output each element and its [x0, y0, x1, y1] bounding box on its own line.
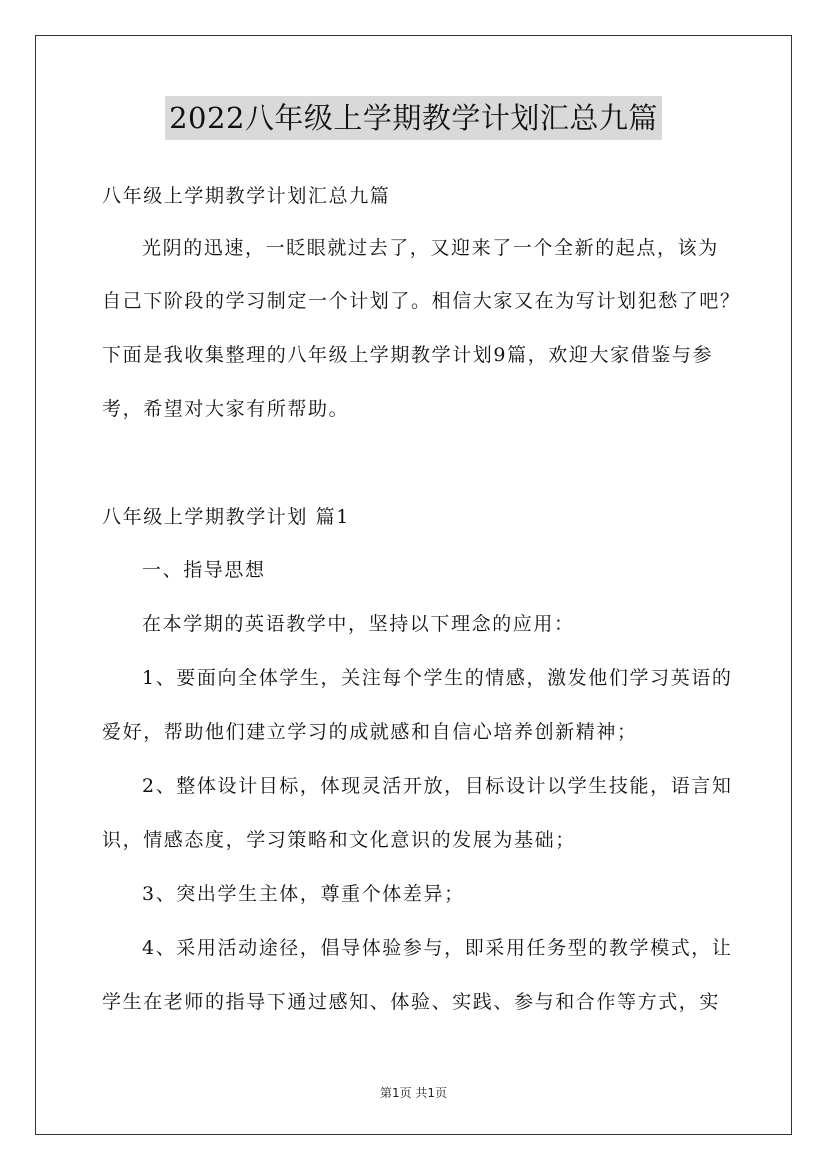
- document-title: 2022八年级上学期教学计划汇总九篇: [165, 96, 662, 140]
- paragraph-line: 自己下阶段的学习制定一个计划了。相信大家又在为写计划犯愁了吧？: [102, 290, 741, 312]
- section-heading: 八年级上学期教学计划 篇1: [102, 506, 350, 528]
- paragraph-line: 识，情感态度，学习策略和文化意识的发展为基础；: [102, 829, 576, 851]
- paragraph-line: 学生在老师的指导下通过感知、体验、实践、参与和合作等方式，实: [102, 991, 721, 1013]
- paragraph-line: 3、突出学生主体，尊重个体差异；: [142, 883, 465, 905]
- paragraph-line: 2、整体设计目标，体现灵活开放，目标设计以学生技能，语言知: [142, 775, 733, 797]
- paragraph-line: 1、要面向全体学生，关注每个学生的情感，激发他们学习英语的: [142, 667, 733, 689]
- paragraph-line: 下面是我收集整理的八年级上学期教学计划9篇，欢迎大家借鉴与参: [102, 344, 714, 366]
- page-number-footer: 第1页 共1页: [379, 1086, 448, 1100]
- paragraph-line: 考，希望对大家有所帮助。: [102, 398, 350, 420]
- paragraph-line: 4、采用活动途径，倡导体验参与，即采用任务型的教学模式，让: [142, 937, 733, 959]
- subsection-heading: 一、指导思想: [142, 559, 266, 581]
- title-container: [0, 96, 827, 140]
- intro-heading: 八年级上学期教学计划汇总九篇: [102, 185, 391, 207]
- paragraph-line: 光阴的迅速，一眨眼就过去了，又迎来了一个全新的起点，该为: [142, 237, 719, 259]
- paragraph-line: 在本学期的英语教学中，坚持以下理念的应用：: [142, 613, 575, 635]
- paragraph-line: 爱好，帮助他们建立学习的成就感和自信心培养创新精神；: [102, 721, 638, 743]
